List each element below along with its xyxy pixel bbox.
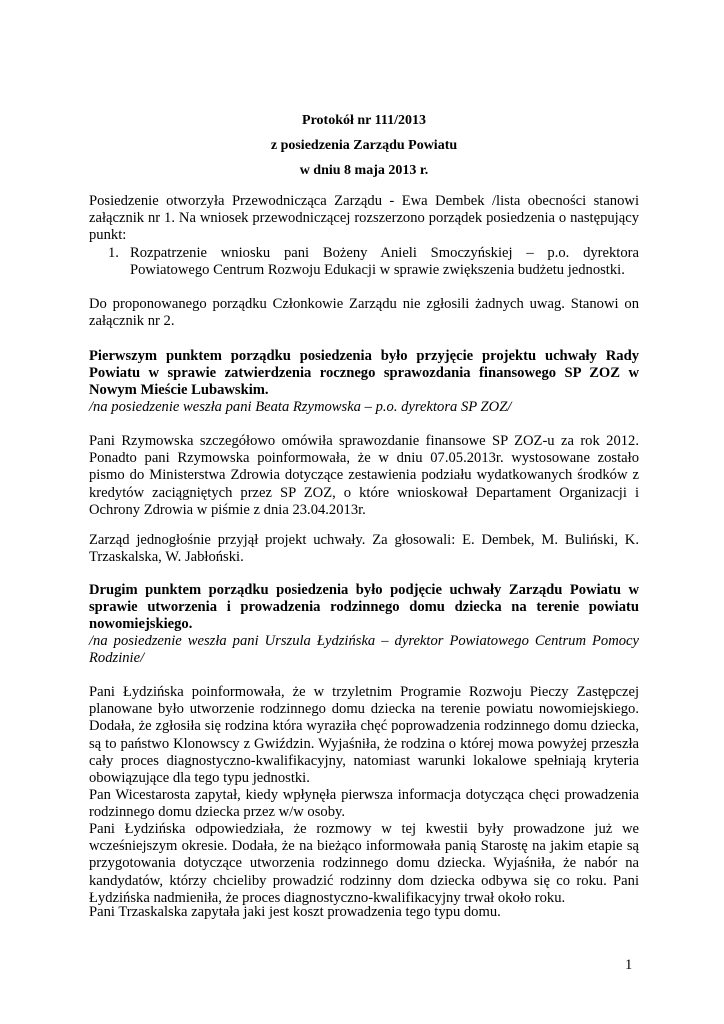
agenda-item-text: Rozpatrzenie wniosku pani Bożeny Anieli Smoczyńskiej – p.o. dyrektora Powiatowego Centrum Rozwoju Edukacji w sprawie zwiększenia budżetu jednostki. [130,245,639,279]
page-number: 1 [625,957,633,973]
point1-note: /na posiedzenie weszła pani Beata Rzymowska – p.o. dyrektora SP ZOZ/ [89,399,512,415]
point1-vote: Zarząd jednogłośnie przyjął projekt uchwały. Za głosowali: E. Dembek, M. Buliński, K. Trzaskalska, W. Jabłoński. [89,532,639,566]
meeting-subtitle: z posiedzenia Zarządu Powiatu [270,138,458,153]
point2-paragraph-1: Pani Łydzińska poinformowała, że w trzyletnim Programie Rozwoju Pieczy Zastępczej planowane było utworzenie rodzinnego domu dziecka na terenie powiatu nowomiejskiego. Dodała, że zgłosiła się rodzina która wyraziła chęć poprowadzenia rodzinnego domu dziecka, są to państwo Klonowscy z Gwiździn. Wyjaśniła, że rodzina o której mowa powyżej przeszła cały proces diagnostyczno-kwalifikacyjny, natomiast warunki lokalowe spełniają kryteria obowiązujące dla tego typu jednostki. [89,684,639,787]
intro-paragraph: Posiedzenie otworzyła Przewodnicząca Zarządu - Ewa Dembek /lista obecności stanowi załącznik nr 1. Na wniosek przewodniczącej rozszerzono porządek posiedzenia o następujący punkt: [89,193,639,244]
point1-body: Pani Rzymowska szczegółowo omówiła sprawozdanie finansowe SP ZOZ-u za rok 2012. Ponadto pani Rzymowska poinformowała, że w dniu 07.05.2013r. wystosowane zostało pismo do Ministerstwa Zdrowia dotyczące zestawienia podziału wydatkowanych środków z kredytów zaciągniętych przez SP ZOZ, o które wnioskował Departament Organizacji i Ochrony Zdrowia w piśmie z dnia 23.04.2013r. [89,433,639,518]
point2-paragraph-3: Pani Łydzińska odpowiedziała, że rozmowy w tej kwestii były prowadzone już we wcześniejszym okresie. Dodała, że na bieżąco informowała panią Starostę na jakim etapie są przygotowania dotyczące utworzenia rodzinnego domu dziecka. Wyjaśniła, że nabór na kandydatów, którzy chcieliby prowadzić rodzinny dom dziecka odbywa się co roku. Pani Łydzińska nadmieniła, że proces diagnostyczno-kwalifikacyjny trwał około roku. [89,821,639,906]
agenda-item-number: 1. [108,245,119,261]
point2-heading: Drugim punktem porządku posiedzenia było podjęcie uchwały Zarządu Powiatu w sprawie utworzenia i prowadzenia rodzinnego domu dziecka na terenie powiatu nowomiejskiego. [89,582,639,633]
agenda-item [108,245,639,279]
remarks-paragraph: Do proponowanego porządku Członkowie Zarządu nie zgłosili żadnych uwag. Stanowi on załącznik nr 2. [89,296,639,330]
point2-paragraph-4: Pani Trzaskalska zapytała jaki jest koszt prowadzenia tego typu domu. [89,904,501,920]
protocol-title: Protokół nr 111/2013 [302,113,426,128]
meeting-date: w dniu 8 maja 2013 r. [299,163,429,178]
point2-paragraph-2: Pan Wicestarosta zapytał, kiedy wpłynęła pierwsza informacja dotycząca chęci prowadzenia rodzinnego domu dziecka przez w/w osoby. [89,787,639,821]
point1-heading: Pierwszym punktem porządku posiedzenia było przyjęcie projektu uchwały Rady Powiatu w sprawie zatwierdzenia rocznego sprawozdania finansowego SP ZOZ w Nowym Mieście Lubawskim. [89,348,639,399]
agenda-list [108,245,639,279]
point2-note: /na posiedzenie weszła pani Urszula Łydzińska – dyrektor Powiatowego Centrum Pomocy Rodzinie/ [89,633,639,667]
